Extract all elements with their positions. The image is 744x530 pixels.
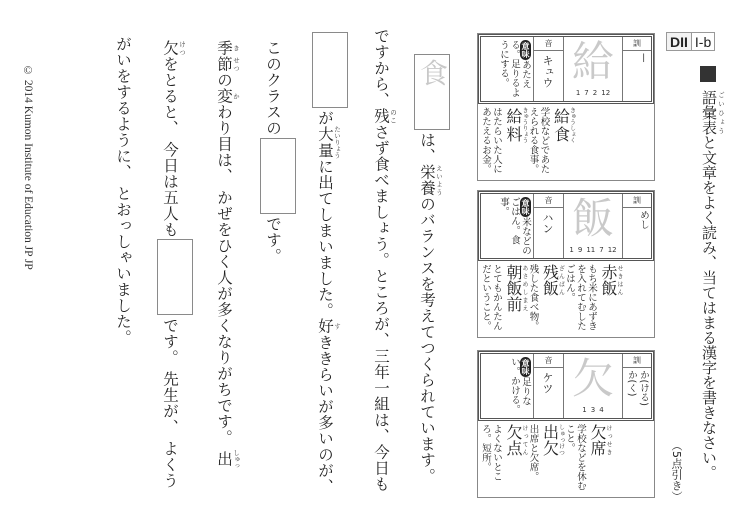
meaning-badge: 意味 [521,42,530,58]
text-segment: 残 [372,108,390,124]
copyright: © 2014 Kumon Institute of Education JP JP [22,65,34,270]
kun-reading: か(ける) か(く) [626,370,649,406]
example-description: よくないところ。短所。 [480,424,502,481]
stroke-number: 7 [599,246,604,254]
ruby-text [588,424,612,456]
furigana: ざんぱん [557,264,565,296]
furigana: せつ [232,56,240,72]
ruby-text [700,90,725,135]
on-reading: キュウ [541,55,554,88]
text-segment: 出欠 [540,424,560,456]
on-header: 音 [534,354,563,368]
vocab-card [477,190,655,338]
passage-column-4 [255,40,296,264]
furigana: けつ [178,40,186,56]
ruby-text [540,424,565,456]
text-segment: さず食べましょう。ところが、三年一組は、今日も [372,124,390,492]
text-segment: 赤飯 [599,264,618,296]
text-segment: 好 [316,318,334,335]
ruby-text [504,107,528,143]
text-segment: 給食 [551,107,571,143]
furigana: きゅうりょう [521,107,528,143]
passage-column-5 [206,40,242,469]
stroke-number: 7 [584,89,589,97]
meaning-badge: 意味 [521,199,530,215]
furigana: けっせき [605,424,612,456]
answer-box[interactable] [157,239,193,315]
ruby-text [215,40,240,56]
ruby-text [161,40,186,56]
page-label: I-b [694,34,712,50]
level-label: DII [667,33,692,50]
kanji-stroke-box [563,37,622,101]
on-reading: ハン [541,212,554,234]
kanji-stroke-box [563,354,622,418]
kanji-info [478,191,654,261]
text-segment: 残飯 [540,264,560,296]
text-segment: 大量 [316,125,334,159]
text-segment: 欠席 [588,424,607,456]
furigana: けってん [521,424,528,456]
furigana: たいりょう [333,125,341,159]
text-segment: のバランスを考えてつくられています。 [418,196,436,484]
answer-cell[interactable] [420,55,449,92]
stroke-number: 12 [607,246,617,254]
ruby-text [372,108,397,124]
examples [478,261,625,337]
example-word [597,264,623,334]
hint-char: 食 [419,56,449,90]
text-segment: 給料 [504,107,523,143]
text-segment: 季 [215,40,233,56]
furigana: ごいひょう [717,90,725,135]
stroke-number: 1 [569,246,574,254]
vocab-card [477,33,655,181]
text-segment: わり目は、 かぜをひく人が多くなりがちです。 [215,104,233,451]
points-deduction: （5点引き） [670,440,683,502]
meaning-badge: 意味 [521,359,530,375]
passage-column-1 [409,52,450,484]
sheet-label [666,32,715,51]
kun-reading: — [638,53,649,63]
text-segment: 欠点 [504,424,523,456]
example-word [502,107,528,177]
passage-column-3 [307,30,348,494]
furigana: す [333,318,341,335]
text-segment: が [316,110,334,126]
example-word [539,264,565,334]
stroke-numbers [569,244,616,256]
example-description: 学校などを休むこと。 [564,424,586,491]
vocab-card [477,350,655,498]
passage-column-2 [363,28,399,492]
ruby-text [215,449,240,469]
on-header: 音 [534,37,563,51]
example-word [502,264,528,334]
stroke-number: 1 [582,406,587,414]
kanji-info [478,34,654,104]
example-word [586,424,612,494]
furigana: あさめしまえ [521,264,528,312]
passage-column-6 [152,40,193,488]
instruction [692,90,726,480]
kanji-character: 給 [571,37,614,86]
stroke-number: 1 [575,89,581,97]
example-word [550,107,576,177]
text-segment: ですから、 [372,28,390,108]
kun-reading: めし [638,210,649,229]
kanji-info [478,351,654,421]
answer-box[interactable] [414,54,450,130]
example-description: はたらいた人にあたえるお金。 [480,107,502,174]
passage-column-7 [105,36,141,345]
example-word [539,424,565,494]
ruby-text [316,125,341,159]
ruby-text [215,56,240,72]
stroke-numbers [582,404,603,416]
examples [478,104,577,180]
ruby-text [504,424,528,456]
ruby-text [540,264,565,296]
text-segment: 栄養 [418,164,436,196]
answer-box[interactable] [312,32,348,108]
example-word [502,424,528,494]
furigana: せきはん [616,264,623,296]
furigana: しゅっ [232,449,240,469]
text-segment: がいをするように、 とおっしゃいました。 [114,36,132,346]
furigana: のこ [389,108,397,124]
stroke-numbers [576,87,610,99]
kun-header: 訓 [623,37,651,51]
text-segment: ききらいが多いのが、 [316,334,334,495]
ruby-text [418,164,443,196]
on-reading: ケツ [541,372,554,394]
text-segment: です。 [264,216,282,264]
text-segment: は、 [418,132,436,164]
furigana: か [232,88,240,104]
ruby-text [551,107,576,143]
ruby-text [504,264,528,312]
example-description: 残した食べ物。 [527,264,539,331]
meaning-text: あたえる。足りるようにする。 [498,40,531,97]
text-segment: です。 先生が、 よくう [161,317,179,489]
text-segment: 出 [215,449,233,469]
example-description: 出席と欠席。 [527,424,539,481]
kun-header: 訓 [623,194,651,208]
example-description: とてもかんたんだということ。 [480,264,502,331]
text-segment: をとると、 今日は五人も [161,56,179,238]
stroke-number: 3 [590,406,596,414]
stroke-number: 9 [577,246,583,254]
ruby-text [599,264,623,296]
furigana: しゅっけつ [557,424,565,456]
text-segment: このクラスの [264,40,282,136]
text-segment: に出てしまいました。 [316,158,334,319]
kanji-stroke-box [563,194,622,258]
example-description: 学校などであたえられる食事。 [527,107,550,174]
examples [478,421,614,497]
stroke-number: 12 [601,89,611,97]
text-segment: の [215,72,233,88]
answer-box[interactable] [260,138,296,214]
ruby-text [215,88,240,104]
meaning-text: 足りない。かける。 [509,357,531,414]
meaning-text: 米などのごはん。食事。 [498,197,531,255]
text-segment: と文章をよく読み、当てはまる漢字を書きなさい。 [700,135,718,480]
on-header: 音 [534,194,563,208]
furigana: きゅうしょく [568,107,576,143]
stroke-number: 4 [599,406,604,414]
text-segment: 変 [215,88,233,104]
kanji-character: 飯 [571,194,614,243]
furigana: えいよう [435,164,443,196]
kanji-character: 欠 [571,354,614,403]
question-marker-icon [700,66,716,82]
ruby-text [316,318,341,335]
text-segment: 節 [215,56,233,72]
text-segment: 語彙表 [700,90,718,135]
example-description: もち米にあずきを入れてむしたごはん。 [564,264,597,331]
kun-header: 訓 [623,354,651,368]
stroke-number: 2 [592,89,598,97]
stroke-number: 11 [586,246,596,254]
furigana: き [232,40,240,56]
text-segment: 欠 [161,40,179,56]
text-segment: 朝飯前 [504,264,523,312]
